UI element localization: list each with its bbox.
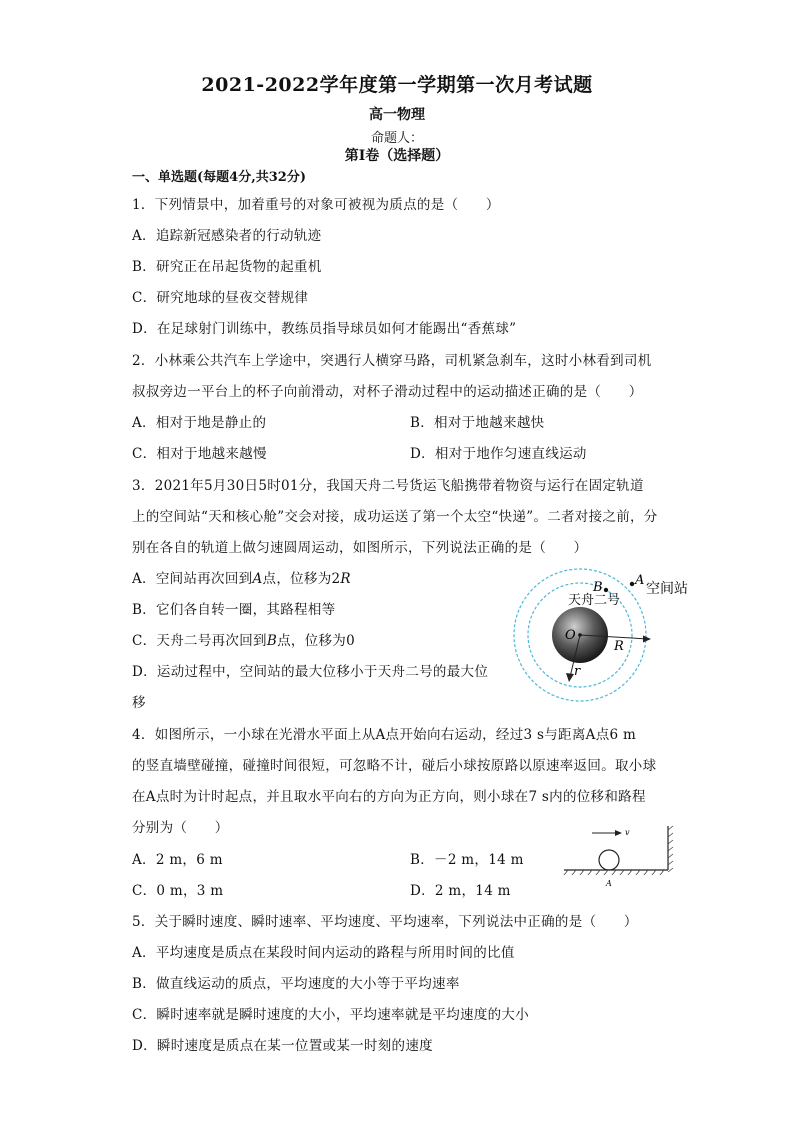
velocity-arrowhead <box>615 830 622 836</box>
q3-option-c <box>132 629 355 649</box>
page-title: 2021-2022学年度第一学期第一次月考试题 <box>201 74 593 96</box>
q5-option-d: D．瞬时速度是质点在某一位置或某一时刻的速度 <box>132 1038 433 1054</box>
point-a-dot <box>630 582 634 586</box>
author-line: 命题人： <box>370 131 423 146</box>
point-b-dot <box>604 588 608 592</box>
q3-stem-line1: 3．2021年5月30日5时01分，我国天舟二号货运飞船携带着物资与运行在固定轨道 <box>132 478 644 494</box>
q3-option-a-text2: 点，位移为2 <box>262 571 341 587</box>
q3-option-a-text: A．空间站再次回到 <box>132 571 253 587</box>
q3-option-c-var: B <box>266 633 278 649</box>
q1-option-c: C．研究地球的昼夜交替规律 <box>132 290 309 306</box>
q2-stem-line2: 叔叔旁边一平台上的杯子向前滑动，对杯子滑动过程中的运动描述正确的是（ ） <box>132 384 643 400</box>
label-v: v <box>625 828 630 837</box>
radius-small-arrowhead <box>566 673 574 682</box>
q4-option-b: B．－2 m，14 m <box>410 852 524 868</box>
q3-stem-line3: 别在各自的轨道上做匀速圆周运动，如图所示，下列说法正确的是（ ） <box>132 540 588 556</box>
q1-option-a: A．追踪新冠感染者的行动轨迹 <box>132 228 322 244</box>
wall-hatching <box>668 826 673 872</box>
q4-option-a: A．2 m，6 m <box>132 852 223 868</box>
q4-stem-line1: 4．如图所示，一小球在光滑水平面上从A点开始向右运动，经过3 s与距离A点6 m <box>132 727 637 743</box>
volume-title: 第Ⅰ卷（选择题） <box>344 148 450 164</box>
label-a: A <box>635 573 645 588</box>
q3-option-a-var: A <box>252 571 263 587</box>
ball <box>599 850 619 870</box>
label-tianzhou: 天舟二号 <box>568 593 621 608</box>
q3-option-d-line2: 移 <box>132 695 146 711</box>
q2-option-b: B．相对于地越来越快 <box>410 415 545 431</box>
q4-stem-line2: 的竖直墙壁碰撞，碰撞时间很短，可忽略不计，碰后小球按原路以原速率返回。取小球 <box>132 758 657 774</box>
orbit-figure <box>508 565 708 705</box>
q5-stem: 5．关于瞬时速度、瞬时速率、平均速度、平均速率，下列说法中正确的是（ ） <box>132 914 638 930</box>
label-big-r: R <box>614 639 624 654</box>
q3-option-d-line1: D．运动过程中，空间站的最大位移小于天舟二号的最大位 <box>132 664 489 680</box>
ball-wall-figure <box>560 824 685 892</box>
section-heading: 一、单选题(每题4分,共32分) <box>132 170 306 185</box>
q5-option-a: A．平均速度是质点在某段时间内运动的路程与所用时间的比值 <box>132 945 515 961</box>
q3-option-a-var2: R <box>340 571 351 587</box>
label-space-station: 空间站 <box>646 581 688 597</box>
q3-option-c-text: C．天舟二号再次回到 <box>132 633 267 649</box>
q5-option-b: B．做直线运动的质点，平均速度的大小等于平均速率 <box>132 976 460 992</box>
label-b: B <box>593 580 603 595</box>
q1-option-b: B．研究正在吊起货物的起重机 <box>132 259 322 275</box>
q2-option-d: D．相对于地作匀速直线运动 <box>410 446 587 462</box>
radius-big-arrowhead <box>643 636 651 643</box>
q1-stem: 1．下列情景中，加着重号的对象可被视为质点的是（ ） <box>132 197 500 213</box>
q4-option-c: C．0 m，3 m <box>132 883 224 899</box>
q3-stem-line2: 上的空间站“天和核心舱”交会对接，成功运送了第一个太空“快递”。二者对接之前，分 <box>132 509 658 525</box>
q2-option-c: C．相对于地越来越慢 <box>132 446 267 462</box>
subject-title: 高一物理 <box>369 107 425 123</box>
label-small-r: r <box>574 664 581 679</box>
q5-option-c: C．瞬时速率就是瞬时速度的大小，平均速率就是平均速度的大小 <box>132 1007 530 1023</box>
q3-option-b: B．它们各自转一圈，其路程相等 <box>132 602 336 618</box>
label-point-a: A <box>606 879 612 888</box>
label-o: O <box>565 628 576 643</box>
q1-option-d: D．在足球射门训练中，教练员指导球员如何才能踢出“香蕉球” <box>132 321 517 337</box>
q4-stem-line3: 在A点时为计时起点，并且取水平向右的方向为正方向，则小球在7 s内的位移和路程 <box>132 789 646 805</box>
q2-option-a: A．相对于地是静止的 <box>132 415 267 431</box>
q2-stem-line1: 2．小林乘公共汽车上学途中，突遇行人横穿马路，司机紧急刹车，这时小林看到司机 <box>132 353 652 369</box>
q3-option-c-text2: 点，位移为0 <box>277 633 355 649</box>
q3-option-a <box>132 567 351 587</box>
q4-stem-line4: 分别为（ ） <box>132 820 229 836</box>
q4-option-d: D．2 m，14 m <box>410 883 511 899</box>
ground-hatching <box>564 870 664 875</box>
